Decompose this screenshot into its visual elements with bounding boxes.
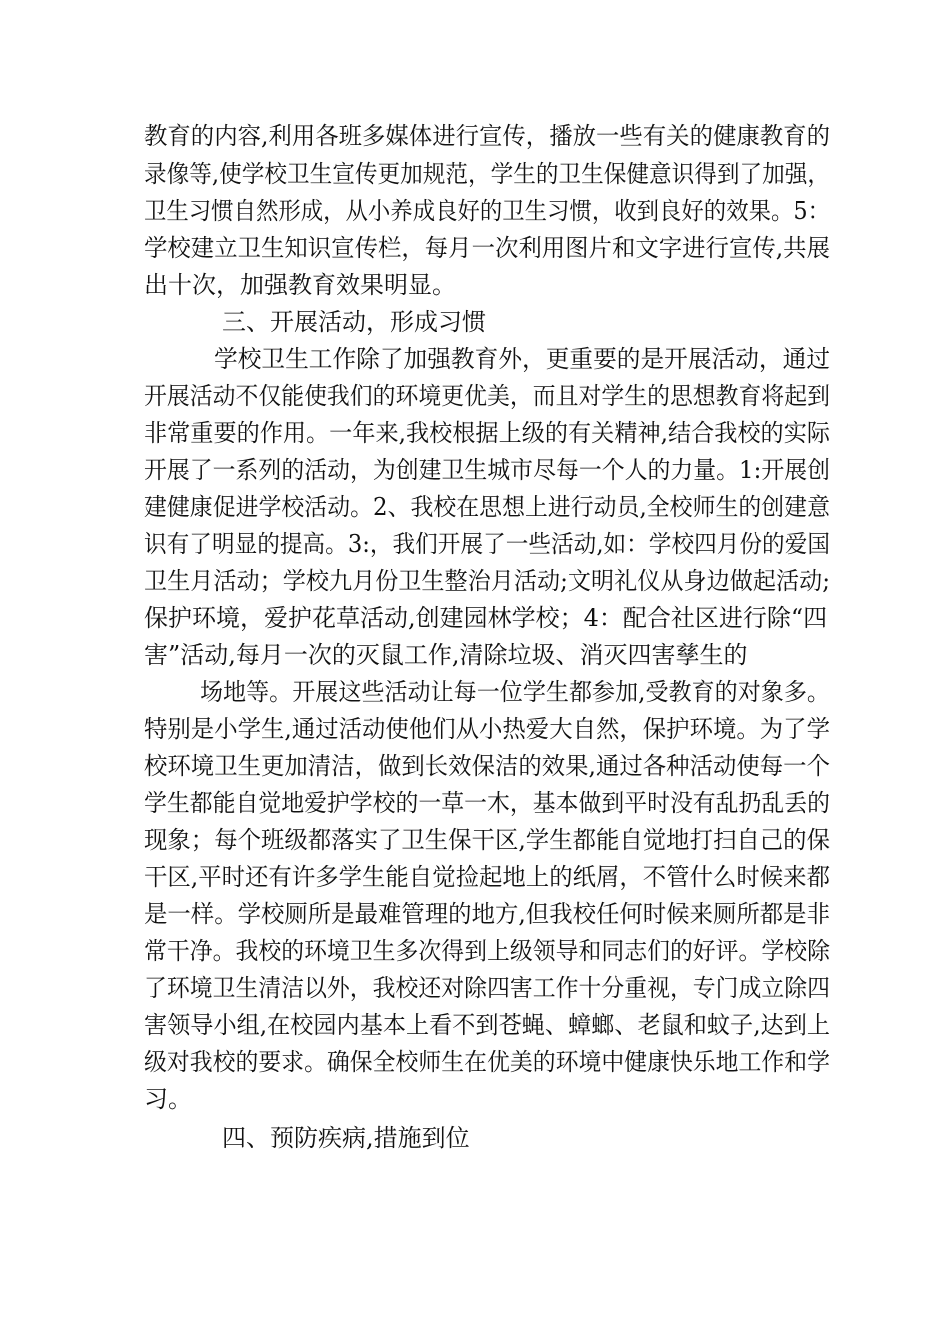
paragraph-line: 学校建立卫生知识宣传栏，每月一次利用图片和文字进行宣传,共展 [144,234,830,262]
paragraph-line: 保护环境，爱护花草活动,创建园林学校；4：配合社区进行除“四 [144,604,828,632]
paragraph-line: 了环境卫生清洁以外，我校还对除四害工作十分重视，专门成立除四 [144,974,831,1002]
paragraph-line: 录像等,使学校卫生宣传更加规范，学生的卫生保健意识得到了加强， [144,160,831,188]
paragraph-line: 害领导小组,在校园内基本上看不到苍蝇、蟑螂、老鼠和蚊子,达到上 [144,1011,831,1039]
paragraph-line: 干区,平时还有许多学生能自觉捡起地上的纸屑，不管什么时候来都 [144,863,830,891]
paragraph-line: 习。 [144,1085,192,1113]
paragraph-line: 级对我校的要求。确保全校师生在优美的环境中健康快乐地工作和学 [144,1048,831,1076]
paragraph-line: 是一样。学校厕所是最难管理的地方,但我校任何时候来厕所都是非 [144,900,830,928]
paragraph-line: 校环境卫生更加清洁，做到长效保洁的效果,通过各种活动使每一个 [144,752,830,780]
paragraph-line: 开展了一系列的活动，为创建卫生城市尽每一个人的力量。1:开展创 [144,456,830,484]
paragraph-line: 出十次，加强教育效果明显。 [144,271,456,299]
section-heading: 四、预防疾病,措施到位 [222,1124,470,1152]
paragraph-line: 教育的内容,利用各班多媒体进行宣传，播放一些有关的健康教育的 [144,122,830,150]
paragraph-line: 学生都能自觉地爱护学校的一草一木，基本做到平时没有乱扔乱丢的 [144,789,831,817]
paragraph-line: 开展活动不仅能使我们的环境更优美，而且对学生的思想教育将起到 [144,382,831,410]
paragraph-line: 建健康促进学校活动。2、我校在思想上进行动员,全校师生的创建意 [144,493,830,521]
paragraph-line: 卫生月活动；学校九月份卫生整治月活动;文明礼仪从身边做起活动; [144,567,831,595]
paragraph-line: 现象；每个班级都落实了卫生保干区,学生都能自觉地打扫自己的保 [144,826,830,854]
paragraph-line: 识有了明显的提高。3:，我们开展了一些活动,如：学校四月份的爱国 [144,530,830,558]
section-heading: 三、开展活动，形成习惯 [222,308,486,336]
paragraph-line: 特别是小学生,通过活动使他们从小热爱大自然，保护环境。为了学 [144,715,830,743]
paragraph-line: 场地等。开展这些活动让每一位学生都参加,受教育的对象多。 [200,678,831,706]
paragraph-line: 非常重要的作用。一年来,我校根据上级的有关精神,结合我校的实际 [144,419,831,447]
paragraph-line: 害”活动,每月一次的灭鼠工作,清除垃圾、消灭四害孳生的 [144,641,748,669]
paragraph-line: 常干净。我校的环境卫生多次得到上级领导和同志们的好评。学校除 [144,937,831,965]
paragraph-line: 学校卫生工作除了加强教育外，更重要的是开展活动，通过 [214,345,831,373]
paragraph-line: 卫生习惯自然形成，从小养成良好的卫生习惯，收到良好的效果。5： [144,197,831,225]
